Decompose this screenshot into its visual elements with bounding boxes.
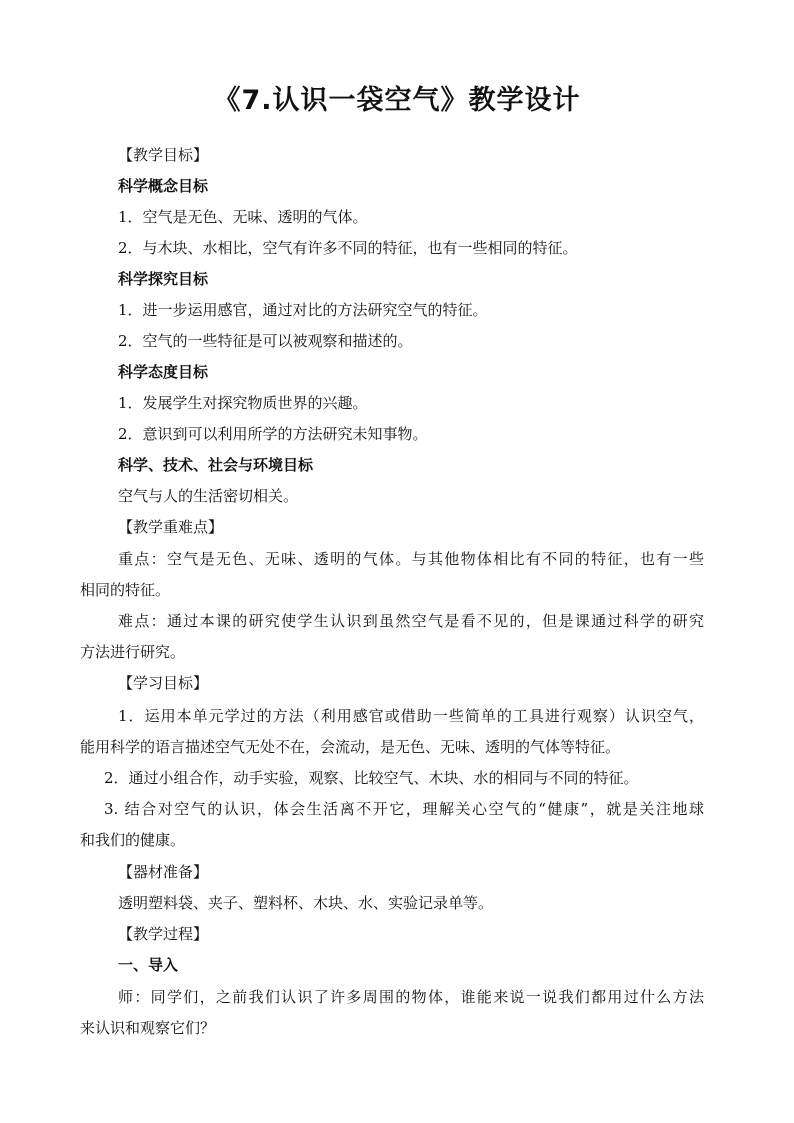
subheading-attitude-goals: 科学态度目标 [118,363,209,381]
paragraph-line: 1．空气是无色、无味、透明的气体。 [118,208,368,226]
paragraph-line: 2．意识到可以利用所学的方法研究未知事物。 [118,425,428,443]
paragraph-line: 来认识和观察它们？ [80,1019,216,1037]
heading-teaching-objectives: 【教学目标】 [118,146,209,164]
subheading-stse-goals: 科学、技术、社会与环境目标 [118,456,314,474]
heading-materials: 【器材准备】 [118,863,209,881]
paragraph-line: 1．发展学生对探究物质世界的兴趣。 [118,394,368,412]
subheading-introduction: 一、导入 [118,956,179,974]
paragraph-line: 难点：通过本课的研究使学生认识到虽然空气是看不见的，但是课通过科学的研究 [118,612,704,630]
heading-learning-objectives: 【学习目标】 [118,674,209,692]
paragraph-line: 透明塑料袋、夹子、塑料杯、木块、水、实验记录单等。 [118,894,494,912]
heading-key-difficult-points: 【教学重难点】 [118,518,224,536]
paragraph-line: 1．进一步运用感官，通过对比的方法研究空气的特征。 [118,301,488,319]
paragraph-line: 能用科学的语言描述空气无处不在，会流动，是无色、无味、透明的气体等特征。 [80,738,621,756]
paragraph-line: 和我们的健康。 [80,831,186,849]
paragraph-line: 2．通过小组合作，动手实验，观察、比较空气、木块、水的相同与不同的特征。 [104,769,639,787]
subheading-inquiry-goals: 科学探究目标 [118,270,209,288]
paragraph-line: 师：同学们，之前我们认识了许多周围的物体，谁能来说一说我们都用过什么方法 [118,988,704,1006]
subheading-concept-goals: 科学概念目标 [118,177,209,195]
paragraph-line: 空气与人的生活密切相关。 [118,487,299,505]
paragraph-line: 相同的特征。 [80,581,171,599]
paragraph-line: 1．运用本单元学过的方法（利用感官或借助一些简单的工具进行观察）认识空气， [118,707,704,725]
paragraph-line: 2．与木块、水相比，空气有许多不同的特征，也有一些相同的特征。 [118,239,578,257]
document-title: 《7.认识一袋空气》教学设计 [213,85,581,116]
paragraph-line: 3. 结合对空气的认识，体会生活离不开它，理解关心空气的“健康”，就是关注地球 [104,800,704,818]
paragraph-line: 方法进行研究。 [80,643,186,661]
heading-teaching-process: 【教学过程】 [118,925,209,943]
paragraph-line: 重点：空气是无色、无味、透明的气体。与其他物体相比有不同的特征，也有一些 [118,550,704,568]
paragraph-line: 2．空气的一些特征是可以被观察和描述的。 [118,332,413,350]
